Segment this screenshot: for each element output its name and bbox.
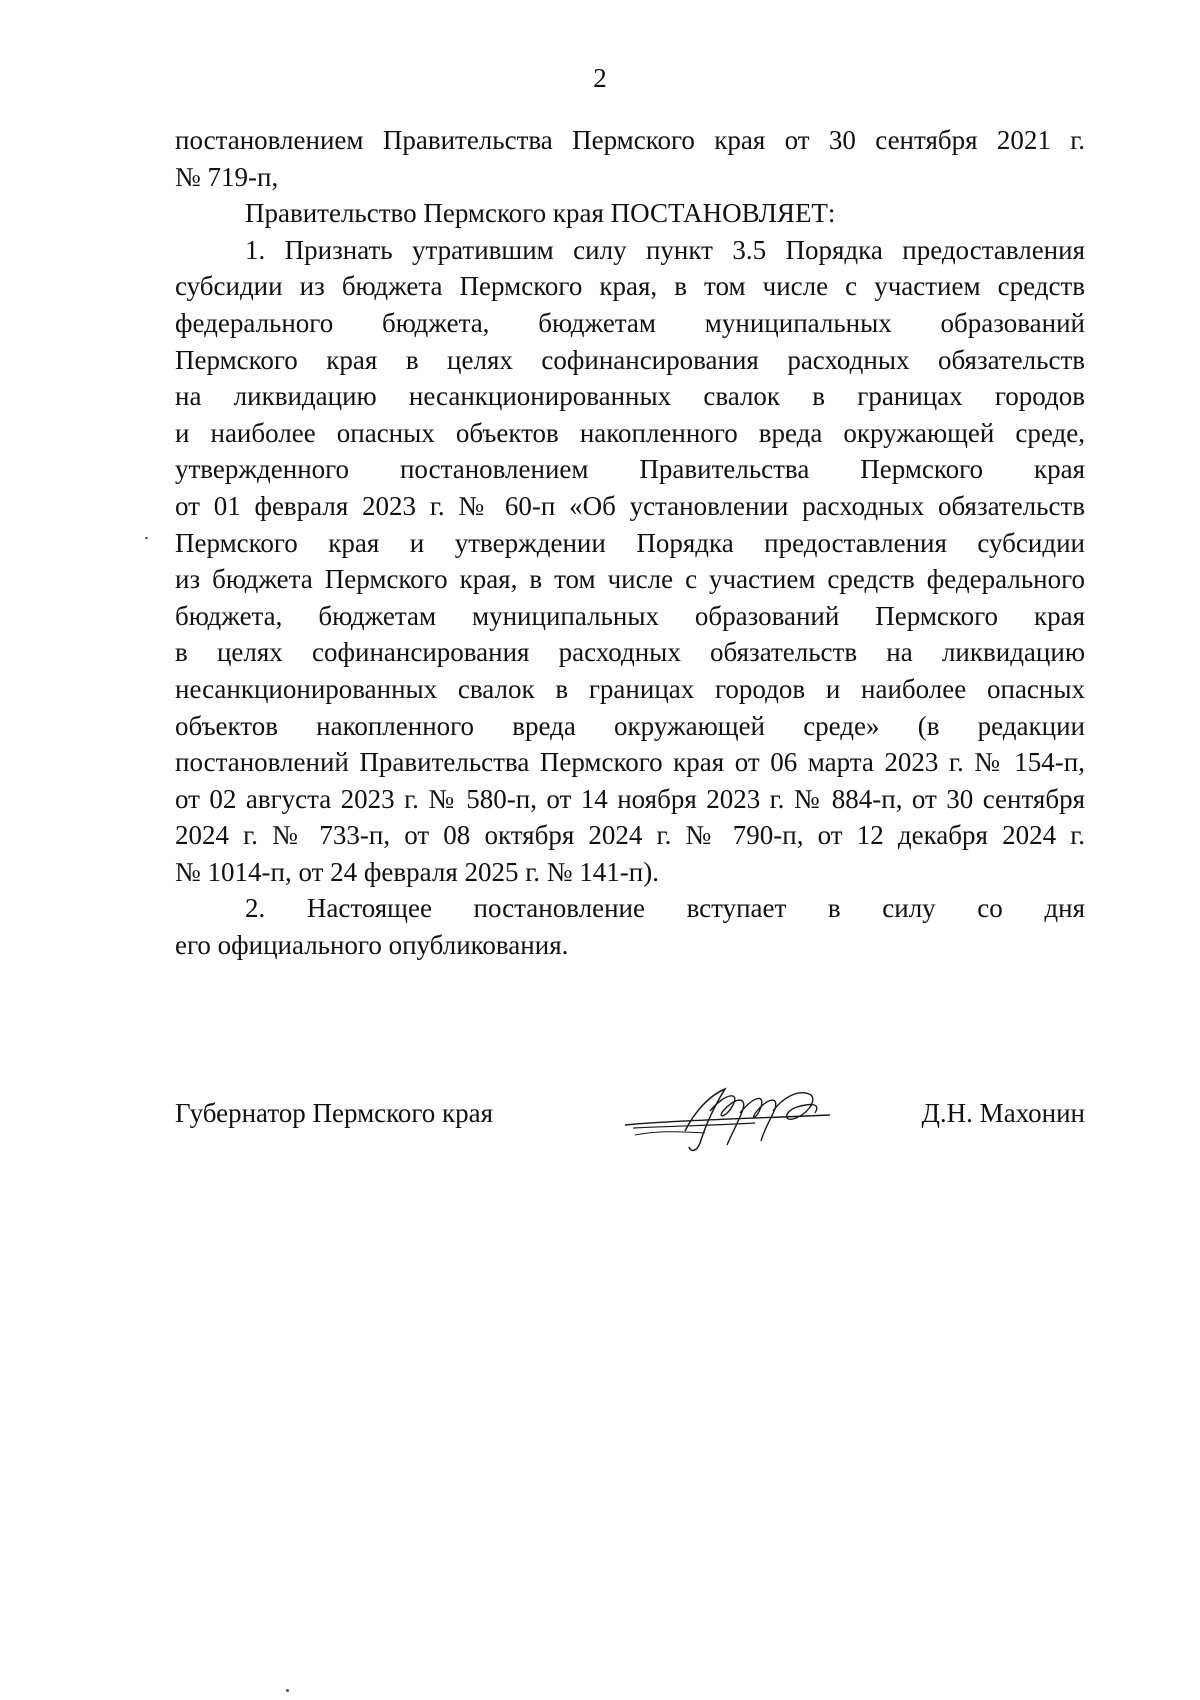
item-1-line: несанкционированных свалок в границах городов и наиболее опасных — [175, 673, 1085, 704]
item-1-paragraph — [175, 232, 1085, 891]
item-1-line: бюджета, бюджетам муниципальных образований Пермского края — [175, 600, 1085, 631]
item-1-line: 2024 г. № 733-п, от 08 октября 2024 г. № 790-п, от 12 декабря 2024 г. — [175, 820, 1085, 851]
item-2-paragraph — [175, 890, 1085, 963]
resolves-paragraph: Правительство Пермского края ПОСТАНОВЛЯЕТ: — [245, 198, 836, 229]
item-1-line: 1. Признать утратившим силу пункт 3.5 Порядка предоставления — [245, 234, 1085, 265]
scan-artifact — [145, 537, 148, 539]
signatory-title: Губернатор Пермского края — [175, 1098, 494, 1128]
item-1-line: на ликвидацию несанкционированных свалок в границах городов — [175, 381, 1085, 412]
item-1-line: федерального бюджета, бюджетам муниципальных образований — [175, 307, 1085, 338]
item-1-line: постановлений Правительства Пермского края от 06 марта 2023 г. № 154-п, — [175, 747, 1085, 778]
page-number: 2 — [593, 63, 607, 93]
document-body — [175, 122, 1085, 964]
item-1-line: № 1014-п, от 24 февраля 2025 г. № 141-п). — [175, 856, 659, 887]
item-1-line: Пермского края и утверждении Порядка предоставления субсидии — [175, 527, 1085, 558]
item-1-line: в целях софинансирования расходных обязательств на ликвидацию — [175, 637, 1085, 668]
item-1-line: утвержденного постановлением Правительства Пермского края — [175, 454, 1085, 485]
intro-line: постановлением Правительства Пермского края от 30 сентября 2021 г. — [175, 125, 1085, 155]
item-1-line: от 02 августа 2023 г. № 580-п, от 14 ноября 2023 г. № 884-п, от 30 сентября — [175, 783, 1085, 814]
intro-line: № 719-п, — [175, 161, 279, 192]
signature-block — [175, 1095, 1085, 1175]
item-2-line: 2. Настоящее постановление вступает в силу со дня — [245, 893, 1085, 924]
scan-artifact — [286, 1689, 289, 1692]
item-1-line: объектов накопленного вреда окружающей среде» (в редакции — [175, 710, 1085, 741]
item-1-line: Пермского края в целях софинансирования расходных обязательств — [175, 344, 1085, 375]
item-1-line: субсидии из бюджета Пермского края, в том числе с участием средств — [175, 271, 1085, 302]
item-2-line: его официального опубликования. — [175, 930, 569, 961]
signatory-name: Д.Н. Махонин — [921, 1098, 1085, 1128]
handwritten-signature — [615, 1081, 845, 1161]
item-1-line: и наиболее опасных объектов накопленного вреда окружающей среде, — [175, 417, 1085, 448]
item-1-line: из бюджета Пермского края, в том числе с участием средств федерального — [175, 564, 1085, 595]
intro-paragraph — [175, 122, 1085, 195]
item-1-line: от 01 февраля 2023 г. № 60-п «Об установлении расходных обязательств — [175, 490, 1085, 521]
